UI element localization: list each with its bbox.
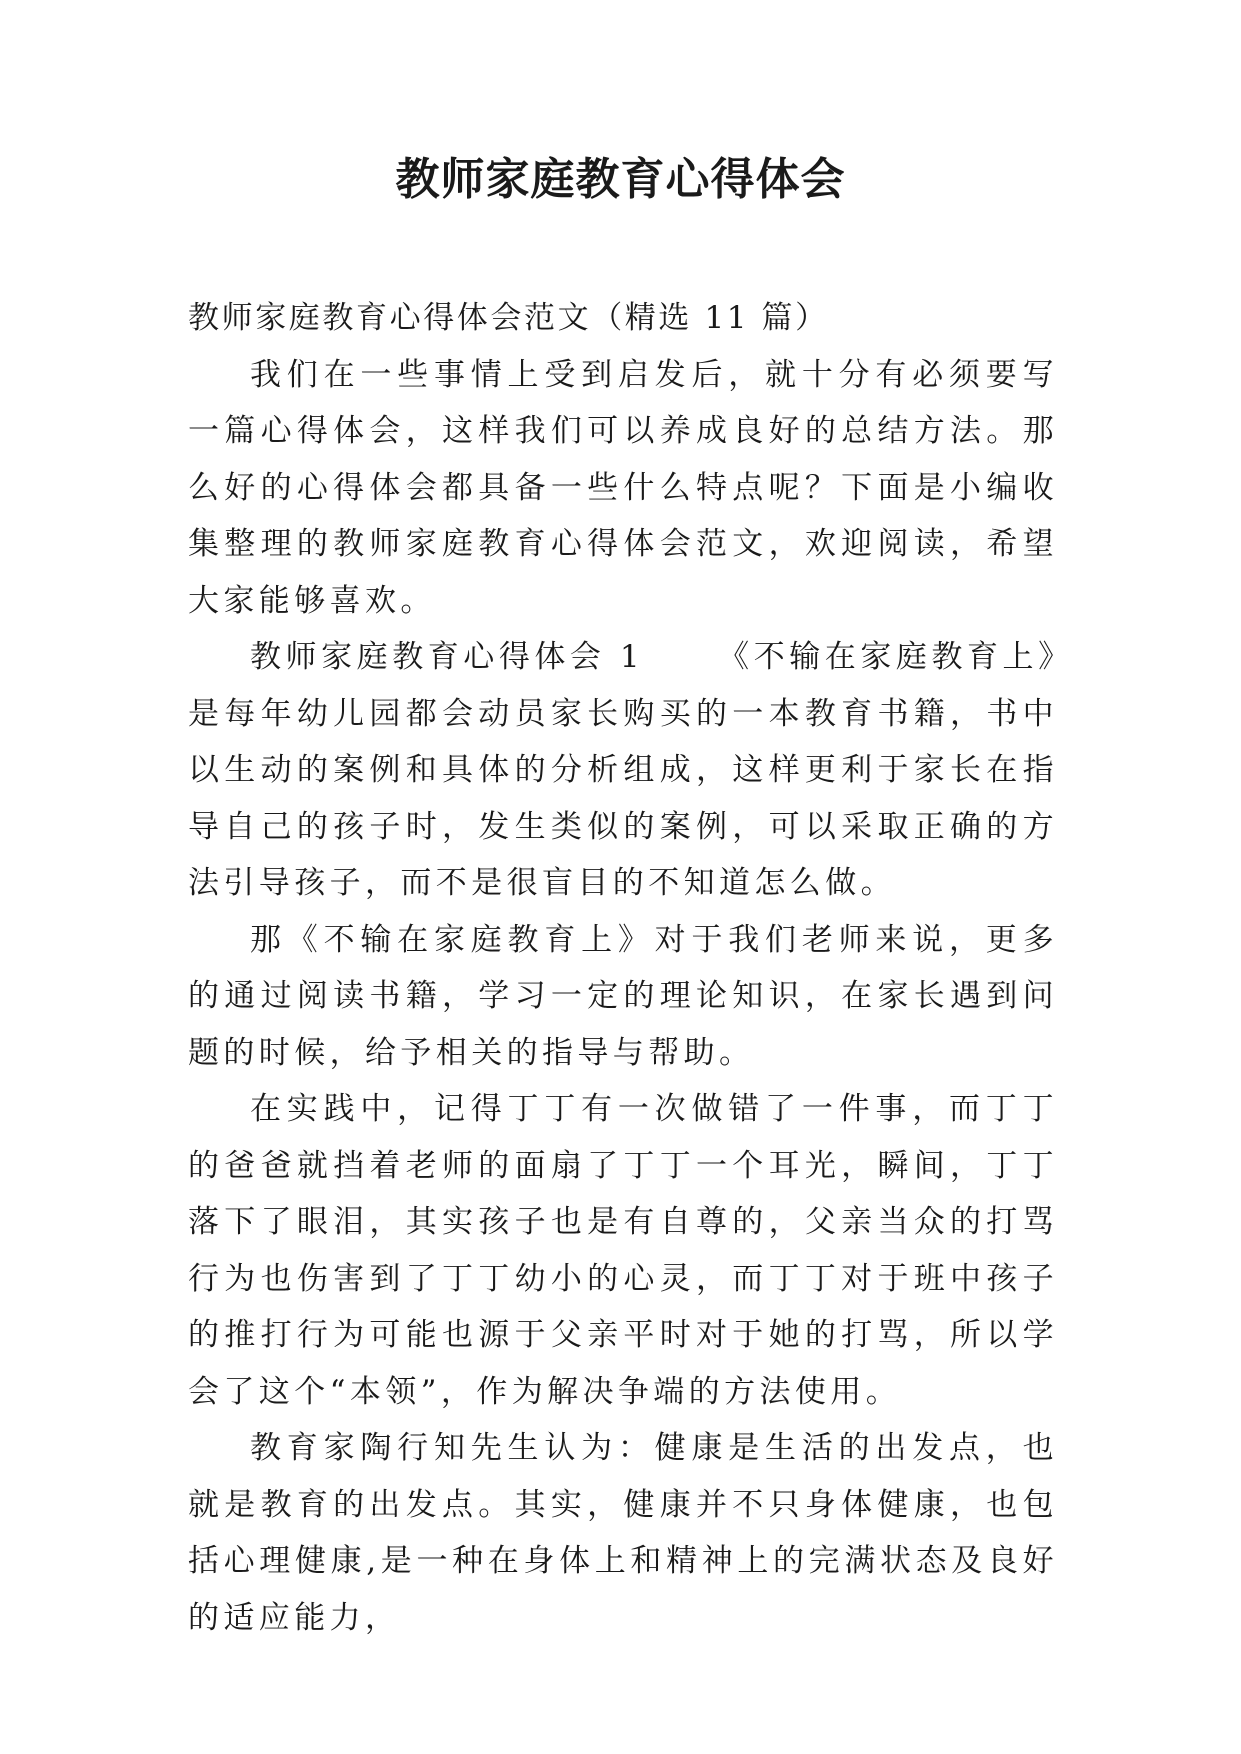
- document-body: [188, 290, 1058, 1646]
- body-paragraph: 在实践中，记得丁丁有一次做错了一件事，而丁丁的爸爸就挡着老师的面扇了丁丁一个耳光，瞬间，丁丁落下了眼泪，其实孩子也是有自尊的，父亲当众的打骂行为也伤害到了丁丁幼小的心灵，而丁丁对于班中孩子的推打行为可能也源于父亲平时对于她的打骂，所以学会了这个“本领”，作为解决争端的方法使用。: [188, 1091, 1058, 1410]
- intro-paragraph: 我们在一些事情上受到启发后，就十分有必须要写一篇心得体会，这样我们可以养成良好的总结方法。那么好的心得体会都具备一些什么特点呢？下面是小编收集整理的教师家庭教育心得体会范文，欢迎阅读，希望大家能够喜欢。: [188, 356, 1058, 619]
- body-paragraph: 教育家陶行知先生认为：健康是生活的出发点，也就是教育的出发点。其实，健康并不只身体健康，也包括心理健康,是一种在身体上和精神上的完满状态及良好的适应能力，: [188, 1430, 1058, 1636]
- document-subtitle: 教师家庭教育心得体会范文（精选 11 篇）: [188, 300, 829, 336]
- body-paragraph: 那《不输在家庭教育上》对于我们老师来说，更多的通过阅读书籍，学习一定的理论知识，在家长遇到问题的时候，给予相关的指导与帮助。: [188, 921, 1058, 1071]
- section-heading: 教师家庭教育心得体会 1: [250, 639, 645, 675]
- section-first-paragraph: 《不输在家庭教育上》是每年幼儿园都会动员家长购买的一本教育书籍，书中以生动的案例和具体的分析组成，这样更利于家长在指导自己的孩子时，发生类似的案例，可以采取正确的方法引导孩子，而不是很盲目的不知道怎么做。: [188, 639, 1058, 901]
- document-title: 教师家庭教育心得体会: [395, 154, 846, 205]
- section-1-paragraph: [188, 629, 1058, 912]
